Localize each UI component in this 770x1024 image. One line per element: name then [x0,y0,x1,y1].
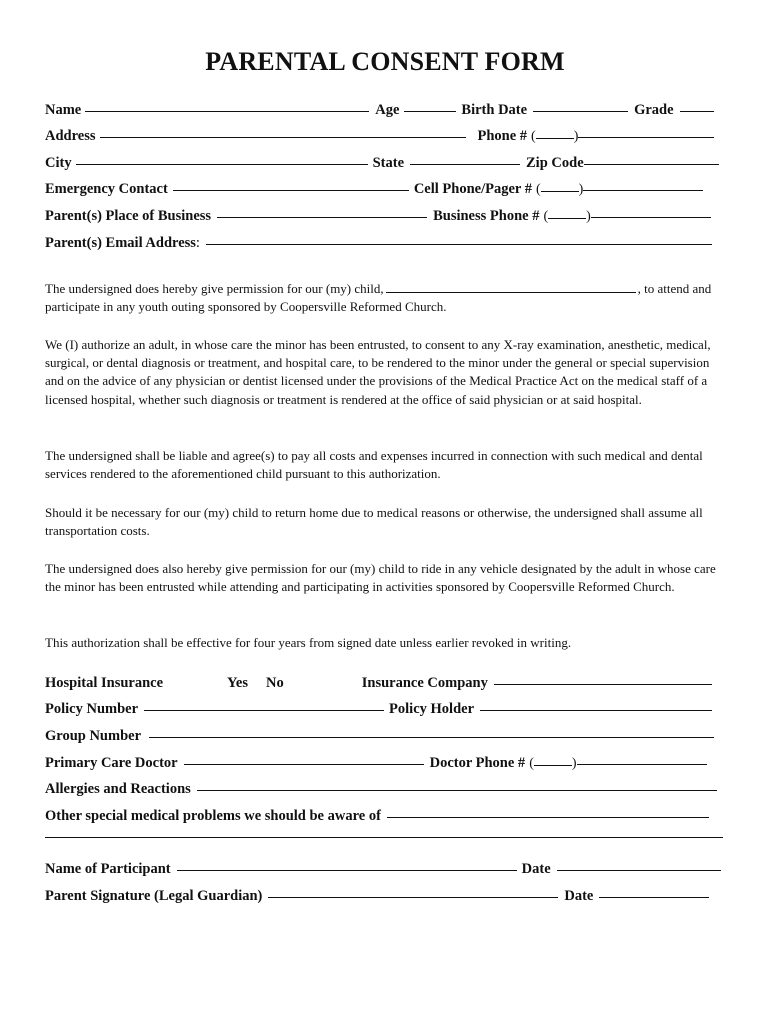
birth-date-field[interactable] [533,110,628,112]
row-hospital-insurance [45,675,725,692]
policy-holder-label: Policy Holder [389,701,474,717]
city-label: City [45,155,72,171]
row-participant [45,861,725,878]
allergies-field[interactable] [197,789,717,791]
business-phone-field[interactable] [591,216,711,218]
address-label: Address [45,128,96,144]
signature-date-label: Date [564,888,594,904]
vehicle-paragraph: The undersigned does also hereby give permission for our (my) child to ride in any vehicle designated by the adult in whose care the minor has been entrusted while attending and participating in activities sponsored by Coopersville Reformed Church. [45,561,716,595]
participant-date-field[interactable] [557,869,721,871]
state-field[interactable] [410,163,520,165]
parent-signature-label: Parent Signature (Legal Guardian) [45,888,263,904]
birth-date-label: Birth Date [461,102,528,118]
business-area-field[interactable] [548,217,586,219]
age-field[interactable] [404,110,456,112]
permission-text-start: The undersigned does hereby give permission for our (my) child, [45,281,384,296]
policy-number-label: Policy Number [45,701,139,717]
phone-field[interactable] [578,136,714,138]
allergies-label: Allergies and Reactions [45,781,191,797]
primary-care-doctor-field[interactable] [184,763,424,765]
signature-date-field[interactable] [599,896,709,898]
permission-paragraph [45,280,730,316]
phone-label: Phone # [477,128,528,144]
row-group-number [45,728,725,745]
name-label: Name [45,102,82,118]
doctor-phone-field[interactable] [577,763,707,765]
row-city [45,155,725,172]
business-field[interactable] [217,216,427,218]
city-field[interactable] [76,163,368,165]
row-parent-signature [45,888,725,905]
permission-text-end: , to attend and participate in any youth outing sponsored by Coopersville Reformed Church. [45,281,712,315]
row-name [45,102,725,119]
policy-holder-field[interactable] [480,709,712,711]
row-business [45,208,725,225]
yes-option[interactable]: Yes [227,675,248,691]
row-address [45,128,725,145]
row-policy [45,701,725,718]
row-doctor [45,755,725,772]
participant-name-field[interactable] [177,869,517,871]
business-area-code: ( ) [543,209,591,224]
row-allergies [45,781,725,798]
hospital-insurance-label: Hospital Insurance [45,675,164,691]
email-label: Parent(s) Email Address [45,235,196,251]
parent-signature-field[interactable] [268,896,558,898]
cell-phone-field[interactable] [583,189,703,191]
grade-field[interactable] [680,110,714,112]
row-other-problems [45,808,725,825]
row-email [45,235,725,252]
row-other-problems-continued [45,838,725,840]
zip-field[interactable] [584,163,719,165]
business-label: Parent(s) Place of Business [45,208,212,224]
transportation-paragraph: Should it be necessary for our (my) child to return home due to medical reasons or otherwise, the undersigned shall assume all transportation costs. [45,505,703,539]
other-problems-field-continued[interactable] [45,836,723,838]
business-phone-label: Business Phone # [433,208,540,224]
medical-authorization-paragraph: We (I) authorize an adult, in whose care the minor has been entrusted, to consent to any X-ray examination, anesthetic, medical, surgical, or dental diagnosis or treatment, and hospital care, to be rendered to the minor under the general or special supervision and on the advice of any physician or dentist licensed under the provisions of the Medical Practice Act on the medical staff of a licensed hospital, whether such diagnosis or treatment is rendered at the office of said physician or at said hospital. [45,337,711,407]
insurance-company-label: Insurance Company [361,675,488,691]
other-problems-label: Other special medical problems we should be aware of [45,808,381,824]
no-option[interactable]: No [266,675,284,691]
group-number-label: Group Number [45,728,142,744]
state-label: State [372,155,405,171]
form-title: PARENTAL CONSENT FORM [205,47,565,76]
cell-phone-label: Cell Phone/Pager # [413,181,532,197]
participant-date-label: Date [521,861,551,877]
child-name-field[interactable] [386,291,636,293]
liability-paragraph: The undersigned shall be liable and agree(s) to pay all costs and expenses incurred in connection with such medical and dental services rendered to the aforementioned child pursuant to this authorization. [45,448,703,482]
grade-label: Grade [634,102,674,118]
other-problems-field[interactable] [387,816,709,818]
address-field[interactable] [100,136,466,138]
emergency-contact-field[interactable] [173,189,409,191]
group-number-field[interactable] [149,736,714,738]
participant-name-label: Name of Participant [45,861,171,877]
email-colon: : [195,235,200,251]
phone-area-code: ( ) [531,129,579,144]
phone-area-field[interactable] [536,137,574,139]
row-emergency [45,181,725,198]
zip-label: Zip Code [526,155,584,171]
policy-number-field[interactable] [144,709,384,711]
insurance-company-field[interactable] [494,683,712,685]
age-label: Age [375,102,400,118]
name-field[interactable] [85,110,369,112]
doctor-area-field[interactable] [534,764,572,766]
emergency-contact-label: Emergency Contact [45,181,168,197]
cell-area-code: ( ) [535,182,584,197]
effective-paragraph: This authorization shall be effective for four years from signed date unless earlier revoked in writing. [45,635,572,650]
doctor-phone-label: Doctor Phone # [429,755,526,771]
email-field[interactable] [206,243,712,245]
doctor-area-code: ( ) [529,756,577,771]
cell-area-field[interactable] [541,190,579,192]
primary-care-doctor-label: Primary Care Doctor [45,755,178,771]
